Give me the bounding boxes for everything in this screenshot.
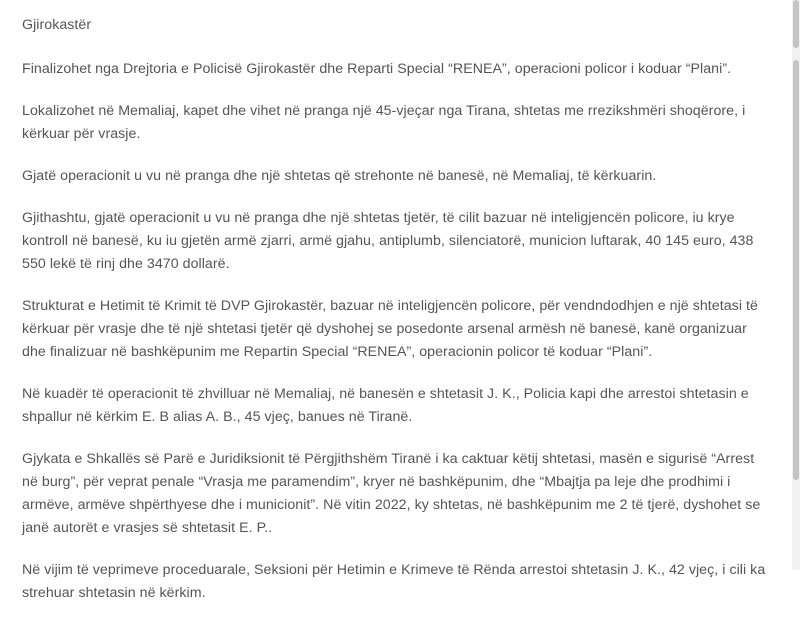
vertical-scrollbar[interactable] — [792, 0, 800, 570]
dateline-location: Gjirokastër — [22, 17, 92, 33]
article-paragraph: Gjatë operacionit u vu në pranga dhe një shtetas që strehonte në banesë, në Memaliaj, të kërkuarin. — [22, 168, 657, 184]
article-paragraph: Strukturat e Hetimit të Krimit të DVP Gjirokastër, bazuar në inteligjencën policore, për vendndodhjen e një shtetasi të kërkuar për vrasje dhe të një shtetasi tjetër që dyshohej se posedonte arsenal armësh në banesë, kanë organizuar dhe finalizuar në bashkëpunim me Repartin Special “RENEA”, operacionin policor të koduar “Plani”. — [22, 298, 758, 360]
article-paragraph: Në kuadër të operacionit të zhvilluar në Memaliaj, në banesën e shtetasit J. K., Policia kapi dhe arrestoi shtetasin e shpallur në kërkim E. B alias A. B., 45 vjeç, banues në Tiranë. — [22, 386, 749, 425]
article-paragraph: Në vijim të veprimeve proceduarale, Seksioni për Hetimin e Krimeve të Rënda arrestoi shtetasin J. K., 42 vjeç, i cili ka strehuar shtetasin në kërkim. — [22, 562, 766, 601]
scrollbar-thumb[interactable] — [793, 60, 799, 480]
article-paragraph: Gjykata e Shkallës së Parë e Juridiksionit të Përgjithshëm Tiranë i ka caktuar këtij shtetasi, masën e sigurisë “Arrest në burg”, për veprat penale “Vrasja me paramendim”, kryer në bashkëpunim, dhe “Mbajtja pa leje dhe prodhimi i armëve, armëve shpërthyese dhe i municionit”. Në vitin 2022, ky shtetas, në bashkëpunim me 2 të tjerë, dyshohet se janë autorët e vrasjes së shtetasit E. P.. — [22, 451, 761, 536]
scrollbar-thumb-upper[interactable] — [793, 0, 799, 48]
article-body — [22, 14, 774, 624]
article-paragraph: Gjithashtu, gjatë operacionit u vu në pranga dhe një shtetas tjetër, të cilit bazuar në inteligjencën policore, iu krye kontroll në banesë, ku iu gjetën armë zjarri, armë gjahu, antiplumb, silenciatorë, municion luftarak, 40 145 euro, 438 550 lekë të rinj dhe 3470 dollarë. — [22, 210, 754, 272]
article-paragraph: Finalizohet nga Drejtoria e Policisë Gjirokastër dhe Reparti Special “RENEA”, operacioni policor i koduar “Plani”. — [22, 61, 732, 77]
article-paragraph: Lokalizohet në Memaliaj, kapet dhe vihet në pranga një 45-vjeçar nga Tirana, shtetas me rrezikshmëri shoqërore, i kërkuar për vrasje. — [22, 103, 746, 142]
